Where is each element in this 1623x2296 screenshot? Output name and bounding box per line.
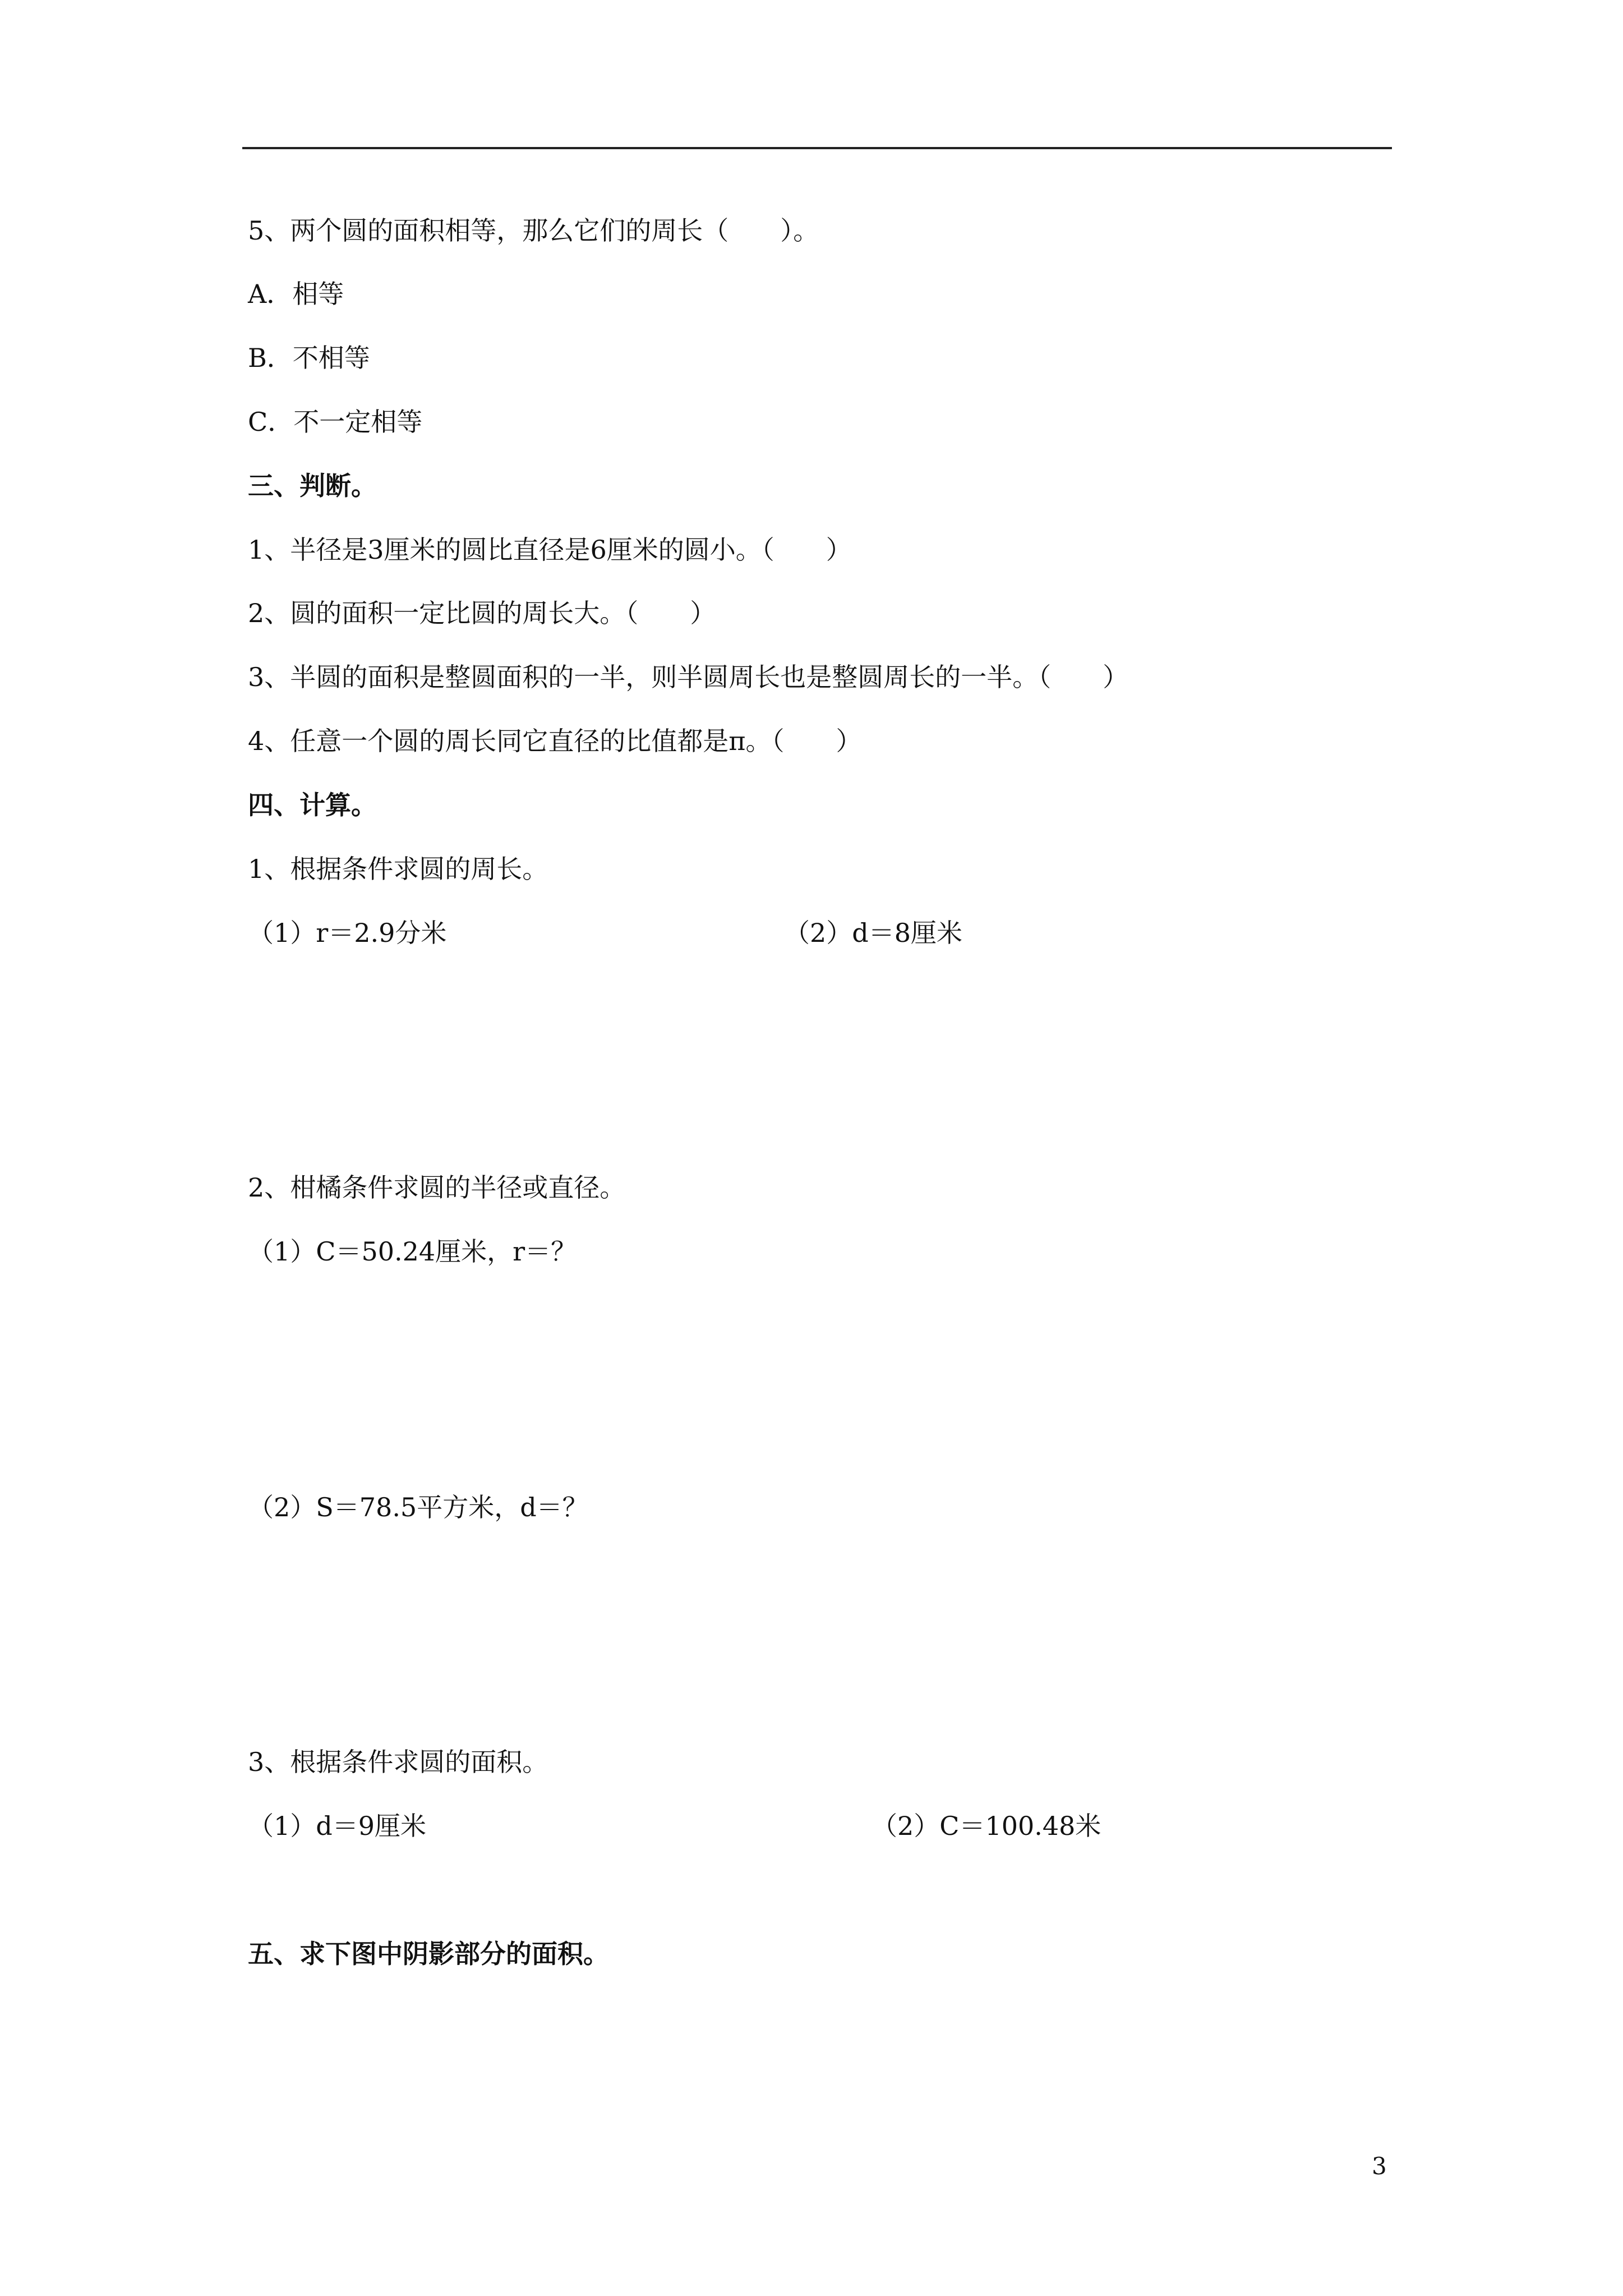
calc1-b: （2）d＝8厘米	[784, 918, 962, 948]
q5-option-a: A．相等	[248, 279, 344, 309]
header-rule	[242, 147, 1392, 149]
q5-option-c: C．不一定相等	[248, 407, 423, 437]
q5-question: 5、两个圆的面积相等，那么它们的周长（ ）。	[248, 215, 819, 246]
calc3-b: （2）C＝100.48米	[872, 1811, 1101, 1841]
judge-item-3: 3、半圆的面积是整圆面积的一半，则半圆周长也是整圆周长的一半。（ ）	[248, 662, 1129, 692]
section3-title: 三、判断。	[248, 471, 377, 501]
judge-item-4: 4、任意一个圆的周长同它直径的比值都是π。（ ）	[248, 726, 862, 756]
calc2-b: （2）S＝78.5平方米，d＝？	[248, 1492, 588, 1522]
page-number: 3	[1372, 2152, 1387, 2180]
section4-title: 四、计算。	[248, 790, 377, 820]
calc1-title: 1、根据条件求圆的周长。	[248, 854, 548, 884]
calc3-a: （1）d＝9厘米	[248, 1811, 426, 1841]
q5-option-b: B．不相等	[248, 343, 370, 373]
calc2-title: 2、柑橘条件求圆的半径或直径。	[248, 1172, 626, 1203]
section5-title: 五、求下图中阴影部分的面积。	[248, 1939, 609, 1969]
calc2-a: （1）C＝50.24厘米，r＝？	[248, 1236, 577, 1267]
judge-item-2: 2、圆的面积一定比圆的周长大。（ ）	[248, 598, 716, 628]
judge-item-1: 1、半径是3厘米的圆比直径是6厘米的圆小。（ ）	[248, 535, 852, 565]
calc1-a: （1）r＝2.9分米	[248, 918, 447, 948]
calc3-title: 3、根据条件求圆的面积。	[248, 1747, 548, 1777]
